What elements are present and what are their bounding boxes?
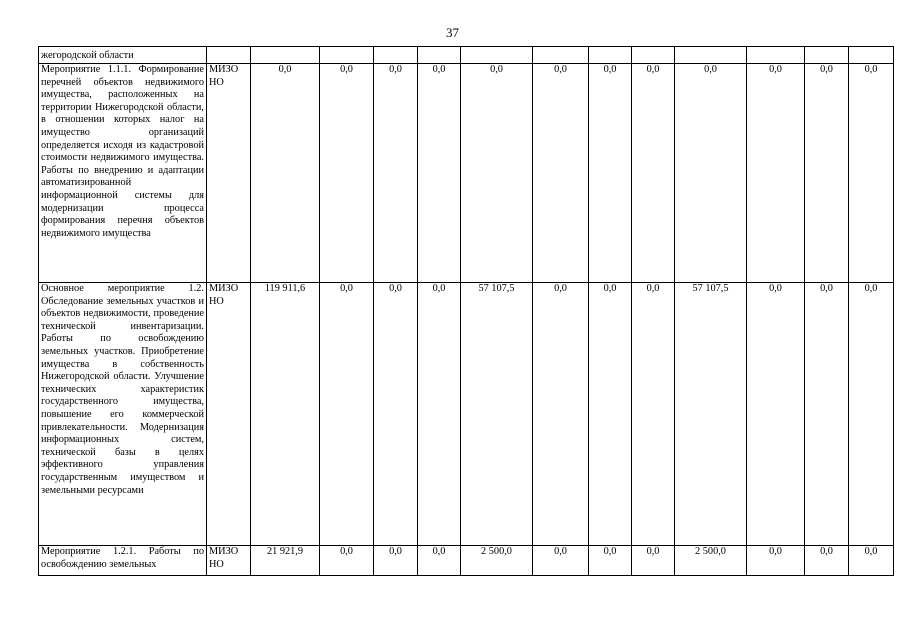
row-value: 0,0: [805, 283, 849, 546]
row-value: 21 921,9: [251, 546, 320, 576]
table-cell-empty: [207, 47, 251, 64]
row-value: 0,0: [849, 283, 894, 546]
row-executor: МИЗО НО: [207, 64, 251, 283]
row-value: 0,0: [675, 64, 747, 283]
row-value: 0,0: [849, 546, 894, 576]
row-value: 0,0: [632, 283, 675, 546]
table-cell-empty: [418, 47, 461, 64]
row-value: 0,0: [632, 64, 675, 283]
row-value: 0,0: [747, 546, 805, 576]
row-value: 0,0: [747, 64, 805, 283]
table-cell-empty: [461, 47, 533, 64]
row-value: 0,0: [533, 64, 589, 283]
row-value: 2 500,0: [461, 546, 533, 576]
row-value: 0,0: [533, 546, 589, 576]
row-value: 0,0: [747, 283, 805, 546]
table-cell-empty: [849, 47, 894, 64]
budget-table: [38, 46, 894, 576]
row-value: 0,0: [461, 64, 533, 283]
row-description: Мероприятие 1.1.1. Формирование перечней объектов недвижимого имущества, расположенных на территории Нижегородской области, в отношении которых налог на имущество организаций определяется исходя из кадастровой стоимости недвижимого имущества. Работы по внедрению и адаптации автоматизированной информационной системы для модернизации процесса формирования перечня объектов недвижимого имущества: [39, 64, 207, 283]
table-cell-empty: [374, 47, 418, 64]
row-value: 2 500,0: [675, 546, 747, 576]
row-value: 0,0: [849, 64, 894, 283]
row-executor: МИЗО НО: [207, 546, 251, 576]
table-row: [39, 546, 894, 576]
table-cell-empty: [805, 47, 849, 64]
row-description: Основное мероприятие 1.2. Обследование земельных участков и объектов недвижимости, проведение технической инвентаризации. Работы по освобождению земельных участков. Приобретение имущества в собственность Нижегородской области. Улучшение технических характеристик государственного имущества, повышение его коммерческой привлекательности. Модернизация информационных систем, технической базы в целях эффективного управления государственным имуществом и земельными ресурсами: [39, 283, 207, 546]
row-value: 0,0: [374, 546, 418, 576]
row-value: 57 107,5: [675, 283, 747, 546]
row-value: 0,0: [320, 64, 374, 283]
table-cell-empty: [589, 47, 632, 64]
row-value: 0,0: [589, 283, 632, 546]
table-row: [39, 64, 894, 283]
row-value: 0,0: [418, 283, 461, 546]
row-executor: МИЗО НО: [207, 283, 251, 546]
row-value: 0,0: [533, 283, 589, 546]
continuation-text: жегородской области: [39, 47, 207, 64]
table-cell-empty: [251, 47, 320, 64]
row-description: Мероприятие 1.2.1. Работы по освобождению земельных: [39, 546, 207, 576]
row-value: 0,0: [805, 64, 849, 283]
row-value: 0,0: [805, 546, 849, 576]
table-cell-empty: [747, 47, 805, 64]
row-value: 0,0: [418, 64, 461, 283]
row-value: 119 911,6: [251, 283, 320, 546]
row-value: 0,0: [589, 64, 632, 283]
row-value: 0,0: [320, 283, 374, 546]
page-number: 37: [446, 25, 459, 40]
table-row-continuation: [39, 47, 894, 64]
table-row: [39, 283, 894, 546]
row-value: 0,0: [320, 546, 374, 576]
table-cell-empty: [320, 47, 374, 64]
table-cell-empty: [632, 47, 675, 64]
row-value: 57 107,5: [461, 283, 533, 546]
row-value: 0,0: [374, 283, 418, 546]
row-value: 0,0: [589, 546, 632, 576]
row-value: 0,0: [632, 546, 675, 576]
row-value: 0,0: [374, 64, 418, 283]
table-cell-empty: [675, 47, 747, 64]
table-cell-empty: [533, 47, 589, 64]
row-value: 0,0: [251, 64, 320, 283]
row-value: 0,0: [418, 546, 461, 576]
